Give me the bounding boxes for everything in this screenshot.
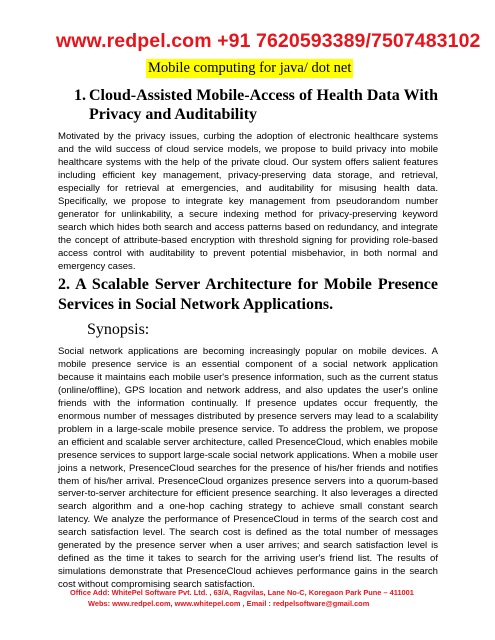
footer-contact: Webs: www.redpel.com, www.whitepel.com , Email : redpelsoftware@gmail.com: [88, 599, 370, 608]
section-1-abstract: Motivated by the privacy issues, curbing the adoption of electronic healthcare systems and the wild success of cloud service models, we propose to build privacy into mobile healthcare systems with the help of the private cloud. Our system offers salient features including efficient key management, privacy-preserving data storage, and retrieval, especially for retrieval at emergencies, and auditability for misusing health data. Specifically, we propose to integrate key management from pseudorandom number generator for unlinkability, a secure indexing method for privacy-preserving keyword search which hides both search and access patterns based on redundancy, and integrate the concept of attribute-based encryption with threshold signing for providing role-based access control with auditability to prevent potential misbehavior, in both normal and emergency cases.: [58, 131, 438, 272]
section-1-title: [89, 86, 438, 124]
synopsis-label: Synopsis:: [87, 321, 150, 338]
section-2-synopsis: Social network applications are becoming increasingly popular on mobile devices. A mobile presence service is an essential component of a social network application because it maintains each mobile user's presence information, such as the current status (online/offline), GPS location and network address, and also updates the user's online friends with the information continually. If presence updates occur frequently, the enormous number of messages distributed by presence servers may lead to a scalability problem in a large-scale mobile presence service. To address the problem, we propose an efficient and scalable server architecture, called PresenceCloud, which enables mobile presence services to support large-scale social network applications. When a mobile user joins a network, PresenceCloud searches for the presence of his/her friends and notifies them of his/her arrival. PresenceCloud organizes presence servers into a quorum-based server-to-server architecture for efficient presence searching. It also leverages a directed search algorithm and a one-hop caching strategy to achieve small constant search latency. We analyze the performance of PresenceCloud in terms of the search cost and search satisfaction level. The search cost is defined as the total number of messages generated by the presence server when a user arrives; and search satisfaction level is defined as the time it takes to search for the arriving user's friend list. The results of simulations demonstrate that PresenceCloud achieves performance gains in the search cost without compromising search satisfaction.: [58, 346, 438, 591]
section-1-title-line1: Cloud-Assisted Mobile-Access of Health Data With: [89, 87, 438, 104]
page-footer: [0, 587, 495, 609]
footer-address: Office Add: WhitePel Software Pvt. Ltd. , 63/A, Ragvilas, Lane No-C, Koregaon Park Pune – 411001: [70, 588, 414, 597]
section-1-heading: [74, 86, 438, 124]
section-2-heading: 2. A Scalable Server Architecture for Mobile Presence Services in Social Network Applications.: [58, 276, 438, 313]
section-1-number: 1.: [74, 87, 86, 104]
section-1-title-line2: Privacy and Auditability: [89, 106, 258, 123]
site-header: www.redpel.com +91 7620593389/7507483102: [56, 30, 481, 52]
topic-banner: Mobile computing for java/ dot net: [148, 60, 352, 76]
